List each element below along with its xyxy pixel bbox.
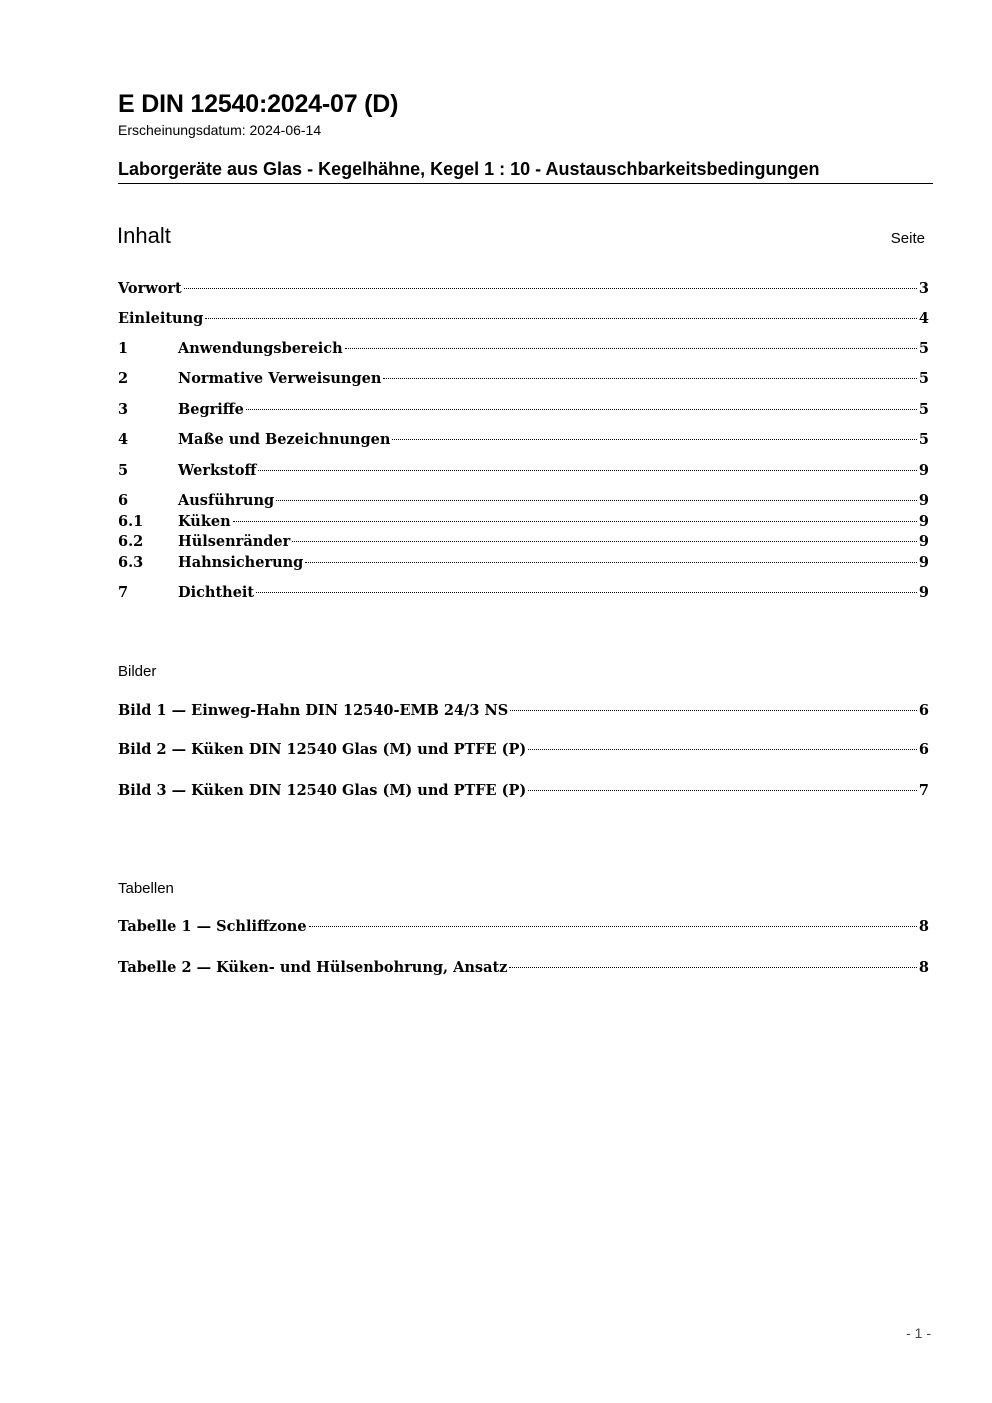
toc-entry-number: 3 [118, 401, 129, 418]
figure-entry-3[interactable] [118, 782, 929, 804]
figures-heading: Bilder [118, 663, 157, 680]
table-entry-text: Tabelle 2 — Küken- und Hülsenbohrung, Ansatz [118, 959, 508, 976]
figure-entry-page: 7 [918, 782, 929, 799]
toc-entry-5[interactable] [118, 462, 929, 484]
toc-entry-3[interactable] [118, 401, 929, 423]
dot-leader [528, 749, 917, 750]
toc-entry-text: Hahnsicherung [178, 554, 304, 571]
toc-entry-page: 9 [918, 533, 929, 550]
toc-entry-text: Einleitung [118, 310, 204, 327]
table-entry-text: Tabelle 1 — Schliffzone [118, 918, 307, 935]
figure-entry-page: 6 [918, 702, 929, 719]
dot-leader [184, 288, 917, 289]
figure-entry-2[interactable] [118, 741, 929, 763]
toc-entry-number: 1 [118, 340, 129, 357]
toc-entry-text: Maße und Bezeichnungen [178, 431, 391, 448]
table-entry-2[interactable] [118, 959, 929, 981]
table-entry-1[interactable] [118, 918, 929, 940]
toc-entry-number: 6 [118, 492, 129, 509]
toc-entry-page: 9 [918, 584, 929, 601]
toc-entry-text: Begriffe [178, 401, 244, 418]
dot-leader [309, 926, 917, 927]
toc-heading: Inhalt [117, 223, 171, 248]
document-title: Laborgeräte aus Glas - Kegelhähne, Kegel 1 : 10 - Austauschbarkeitsbedingungen [118, 159, 933, 184]
toc-entry-einleitung[interactable] [118, 310, 929, 332]
toc-entry-text: Normative Verweisungen [178, 370, 382, 387]
toc-entry-6-3[interactable] [118, 554, 929, 576]
dot-leader [276, 500, 917, 501]
toc-entry-text: Anwendungsbereich [178, 340, 343, 357]
toc-entry-page: 9 [918, 554, 929, 571]
page-column-label: Seite [890, 230, 925, 247]
toc-entry-6[interactable] [118, 492, 929, 514]
figure-entry-text: Bild 2 — Küken DIN 12540 Glas (M) und PTFE (P) [118, 741, 527, 758]
document-id: E DIN 12540:2024-07 (D) [118, 90, 399, 118]
toc-entry-number: 5 [118, 462, 129, 479]
page-number: - 1 - [906, 1325, 931, 1341]
toc-entry-text: Dichtheit [178, 584, 255, 601]
toc-entry-2[interactable] [118, 370, 929, 392]
toc-entry-vorwort[interactable] [118, 280, 929, 302]
dot-leader [205, 318, 917, 319]
figure-entry-1[interactable] [118, 702, 929, 724]
toc-entry-number: 6.2 [118, 533, 144, 550]
toc-entry-page: 5 [918, 340, 929, 357]
toc-entry-number: 6.1 [118, 513, 144, 530]
figure-entry-page: 6 [918, 741, 929, 758]
dot-leader [509, 967, 917, 968]
dot-leader [305, 562, 917, 563]
toc-entry-6-2[interactable] [118, 533, 929, 555]
toc-entry-page: 9 [918, 462, 929, 479]
dot-leader [510, 710, 917, 711]
toc-entry-page: 4 [918, 310, 929, 327]
toc-entry-1[interactable] [118, 340, 929, 362]
publication-date: Erscheinungsdatum: 2024-06-14 [118, 122, 322, 138]
table-entry-page: 8 [918, 918, 929, 935]
toc-entry-text: Küken [178, 513, 231, 530]
dot-leader [258, 470, 916, 471]
figure-entry-text: Bild 1 — Einweg-Hahn DIN 12540-EMB 24/3 NS [118, 702, 509, 719]
toc-entry-number: 7 [118, 584, 129, 601]
toc-entry-number: 6.3 [118, 554, 144, 571]
toc-entry-4[interactable] [118, 431, 929, 453]
dot-leader [345, 348, 917, 349]
toc-entry-page: 5 [918, 401, 929, 418]
dot-leader [246, 409, 917, 410]
toc-entry-page: 3 [918, 280, 929, 297]
toc-entry-text: Ausführung [178, 492, 275, 509]
dot-leader [233, 521, 917, 522]
toc-entry-number: 2 [118, 370, 129, 387]
toc-entry-text: Werkstoff [178, 462, 257, 479]
toc-entry-6-1[interactable] [118, 513, 929, 535]
toc-entry-7[interactable] [118, 584, 929, 606]
toc-entry-page: 9 [918, 492, 929, 509]
dot-leader [383, 378, 917, 379]
table-entry-page: 8 [918, 959, 929, 976]
figure-entry-text: Bild 3 — Küken DIN 12540 Glas (M) und PTFE (P) [118, 782, 527, 799]
dot-leader [292, 541, 917, 542]
dot-leader [392, 439, 917, 440]
toc-entry-text: Hülsenränder [178, 533, 291, 550]
dot-leader [256, 592, 917, 593]
tables-heading: Tabellen [118, 880, 174, 897]
toc-entry-page: 9 [918, 513, 929, 530]
toc-entry-page: 5 [918, 431, 929, 448]
toc-entry-page: 5 [918, 370, 929, 387]
toc-entry-text: Vorwort [118, 280, 182, 297]
dot-leader [528, 790, 917, 791]
toc-entry-number: 4 [118, 431, 129, 448]
